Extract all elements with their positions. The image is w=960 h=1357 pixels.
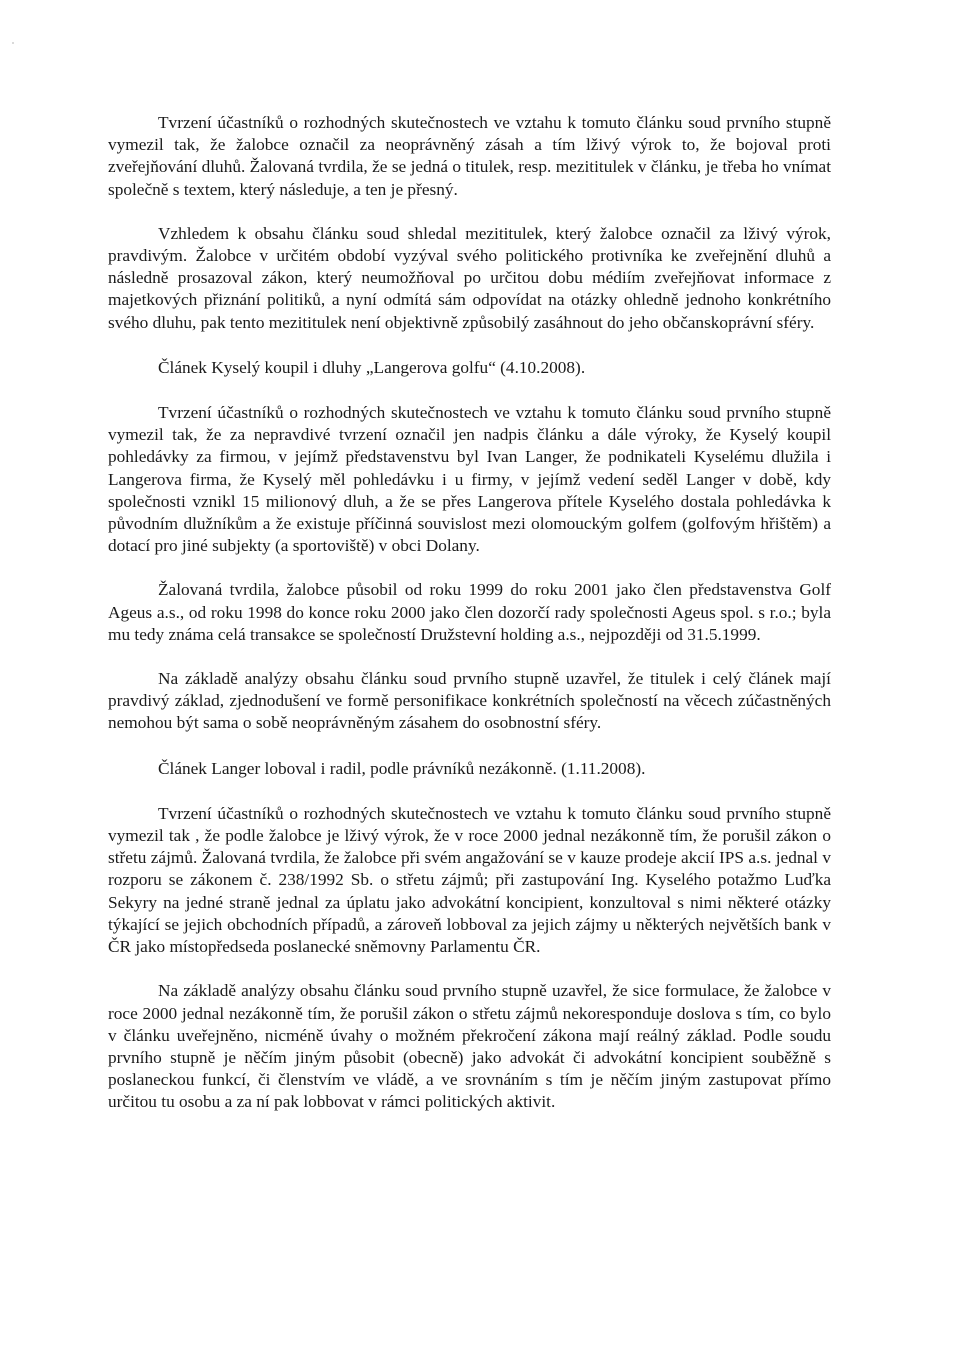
paragraph-claims-kysely: Tvrzení účastníků o rozhodných skutečnostech ve vztahu k tomuto článku soud prvního stupně vymezil tak, že za nepravdivé tvrzení označil jen nadpis článku a dále výroky, že Kyselý koupil pohledávky za firmou, v jejímž představenstvu byl Ivan Langer, že podnikateli Kyselému dlužila i Langerova firma, že Kyselý měl pohledávku i u firmy, v jejímž vedení seděl Langer v době, kdy společnosti vznikl 15 milionový dluh, a že se přes Langerova přítele Kyselého dostala pohledávka k původním dlužníkům a že existuje příčinná souvislost mezi olomouckým golfem (golfovým hřištěm) a dotací pro jiné subjekty (a sportoviště) v obci Dolany.: [108, 403, 831, 556]
document-page: [108, 112, 831, 1114]
paragraph-court-finding-conflict: Na základě analýzy obsahu článku soud prvního stupně uzavřel, že sice formulace, že žalobce v roce 2000 jednal nezákonně tím, že porušil zákon o střetu zájmů nekoresponduje doslova s tím, co bylo v článku uveřejněno, nicméně úvahy o možném překročení zákona mají reálný základ. Podle soudu prvního stupně je něčím jiným působit (obecně) jako advokát či advokátní koncipient souběžně s poslaneckou funkcí, či členstvím ve vládě, a ve srovnáním s tím je něčím jiným zastupovat přímo určitou tu osobu a za ní pak lobbovat v rámci politických aktivit.: [108, 981, 831, 1112]
paragraph-gap: [108, 379, 831, 402]
article-heading-langer: Článek Langer loboval i radil, podle právníků nezákonně. (1.11.2008).: [158, 758, 646, 778]
paragraph-court-finding-subtitle: Vzhledem k obsahu článku soud shledal mezititulek, který žalobce označil za lživý výrok, pravdivým. Žalobce v určitém období vyzýval svého politického protivníka ke zveřejnění dluhů a následně prosazoval zákon, který neumožňoval po určitou dobu médiím zveřejňovat informace z majetkových přiznání politiků, a nyní odmítá sám odpovídat na otázky ohledně jednoho konkrétního svého dluhu, pak tento mezititulek není objektivně způsobilý zasáhnout do jeho občanskoprávní sféry.: [108, 223, 831, 332]
paragraph-gap: [108, 646, 831, 668]
paragraph-gap: [108, 557, 831, 579]
article-heading-kysely: Článek Kyselý koupil i dluhy „Langerova golfu“ (4.10.2008).: [158, 357, 586, 377]
paragraph-claims-debts: Tvrzení účastníků o rozhodných skutečnostech ve vztahu k tomuto článku soud prvního stupně vymezil tak, že žalobce označil za neoprávněný zásah a tím lživý výrok to, že bojoval proti zveřejňování dluhů. Žalovaná tvrdila, že se jedná o titulek, resp. mezititulek v článku, je třeba ho vnímat společně s textem, který následuje, a ten je přesný.: [108, 113, 831, 199]
paragraph-gap: [108, 334, 831, 357]
scan-speck: [12, 42, 14, 44]
paragraph-gap: [108, 780, 831, 803]
paragraph-defendant-claims-ageus: Žalovaná tvrdila, žalobce působil od roku 1999 do roku 2001 jako člen představenstva Golf Ageus a.s., od roku 1998 do konce roku 2000 jako člen dozorčí rady společnosti Ageus spol. s r.o.; byla mu tedy známa celá transakce se společností Družstevní holding a.s., nejpozději od 31.5.1999.: [108, 580, 831, 644]
paragraph-claims-langer: Tvrzení účastníků o rozhodných skutečnostech ve vztahu k tomuto článku soud prvního stupně vymezil tak , že podle žalobce je lživý výrok, že v roce 2000 jednal nezákonně tím, že porušil zákon o střetu zájmů. Žalovaná tvrdila, že žalobce při svém angažování se v kauze prodeje akcií IPS a.s. jednal v rozporu se zákonem č. 238/1992 Sb. o střetu zájmů; při zastupování Ing. Kyselého potažmo Luďka Sekyry na jedné straně jednal za úplatu jako advokátní koncipient, konzultoval s nimi některé otázky týkající se jejich obchodních případů, a zároveň lobboval za jejich zájmy u některých největších bank v ČR jako místopředseda poslanecké sněmovny Parlamentu ČR.: [108, 803, 831, 957]
paragraph-court-finding-title: Na základě analýzy obsahu článku soud prvního stupně uzavřel, že titulek i celý článek mají pravdivý základ, zjednodušení ve formě personifikace konkrétních společností na věcech zúčastněných nemohou být sama o sobě neoprávněným zásahem do osobnostní sféry.: [108, 669, 831, 733]
paragraph-gap: [108, 735, 831, 758]
paragraph-gap: [108, 958, 831, 980]
paragraph-gap: [108, 201, 831, 223]
